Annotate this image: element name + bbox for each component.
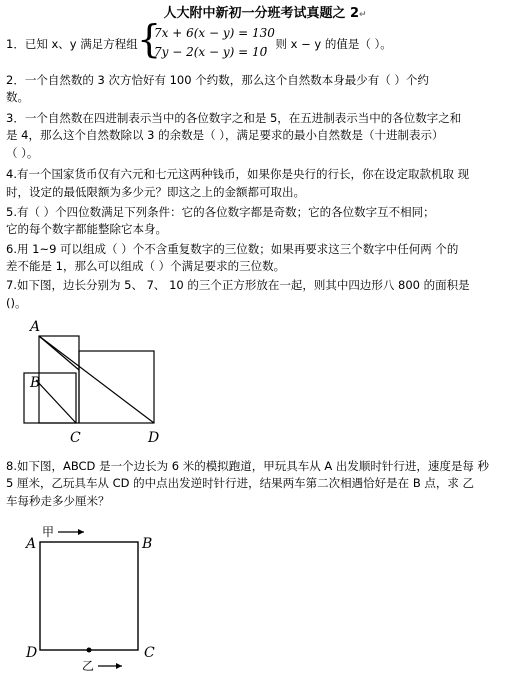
q8-line1: 8.如下图，ABCD 是一个边长为 6 米的模拟跑道，甲玩具车从 A 出发顺时针行进，速度是每 秒 bbox=[6, 459, 490, 473]
q1-eq1: 7x + 6(x − y) = 130 bbox=[154, 26, 275, 40]
q4-line2: 时，设定的最低限额为多少元？即这之上的金额都可取出。 bbox=[6, 185, 305, 199]
cd-midpoint bbox=[87, 648, 92, 653]
label-c: C bbox=[70, 430, 81, 446]
q3-line1: 3．一个自然数在四进制表示当中的各位数字之和是 5，在五进制表示当中的各位数字之和 bbox=[6, 111, 462, 125]
label-a: A bbox=[26, 536, 37, 552]
track-figure bbox=[20, 520, 170, 680]
q2-line2: 数。 bbox=[6, 90, 29, 104]
q1-eq2: 7y − 2(x − y) = 10 bbox=[154, 45, 268, 59]
label-a: A bbox=[30, 319, 41, 335]
jia-label: 甲 bbox=[42, 525, 55, 539]
page-title: 人大附中新初一分班考试真题之 2↵ bbox=[163, 6, 367, 21]
q1-prefix: 1．已知 x、y 满足方程组 bbox=[6, 37, 138, 51]
q6-line1: 6.用 1~9 可以组成（ ）个不含重复数字的三位数；如果再要求这三个数字中任何两 个的 bbox=[6, 242, 459, 256]
yi-arrow-icon bbox=[116, 663, 122, 669]
track-square bbox=[40, 542, 138, 650]
q1-brace: { bbox=[137, 17, 162, 61]
label-d: D bbox=[148, 430, 160, 446]
yi-label: 乙 bbox=[82, 659, 95, 673]
q5-line2: 它的每个数字都能整除它本身。 bbox=[6, 222, 167, 236]
middle-square bbox=[39, 336, 79, 423]
q8-line3: 车每秒走多少厘米？ bbox=[6, 494, 110, 508]
q2-line1: 2．一个自然数的 3 次方恰好有 100 个约数，那么这个自然数本身最少有（ ）个约 bbox=[6, 73, 429, 87]
squares-figure bbox=[14, 318, 174, 448]
jia-arrow-icon bbox=[78, 529, 84, 535]
label-c: C bbox=[144, 645, 155, 661]
diag-3 bbox=[36, 380, 76, 423]
q3-line2: 是 4，那么这个自然数除以 3 的余数是（ ），满足要求的最小自然数是（十进制表示） bbox=[6, 128, 444, 142]
label-d: D bbox=[26, 645, 38, 661]
q4-line1: 4.有一个国家货币仅有六元和七元这两种钱币，如果你是央行的行长，你在设定取款机取 现 bbox=[6, 167, 470, 181]
q7-line2: ()。 bbox=[6, 296, 27, 310]
q7-line1: 7.如下图，边长分别为 5、 7、 10 的三个正方形放在一起，则其中四边形八 800 的面积是 bbox=[6, 278, 470, 292]
label-b: B bbox=[142, 536, 153, 552]
q1-suffix: ，则 x − y 的值是（ ）。 bbox=[264, 37, 392, 51]
q3-line3: （ ）。 bbox=[6, 146, 39, 160]
q8-line2: 5 厘米，乙玩具车从 CD 的中点出发逆时针行进，结果两车第二次相遇恰好是在 B 点，求 乙 bbox=[6, 476, 475, 490]
q6-line2: 差不能是 1，那么可以组成（ ）个满足要求的三位数。 bbox=[6, 259, 286, 273]
label-b: B bbox=[30, 375, 41, 391]
diag-2 bbox=[39, 336, 154, 423]
q5-line1: 5.有（ ）个四位数满足下列条件：它的各位数字都是奇数；它的各位数字互不相同； bbox=[6, 205, 435, 219]
large-square bbox=[79, 351, 154, 423]
